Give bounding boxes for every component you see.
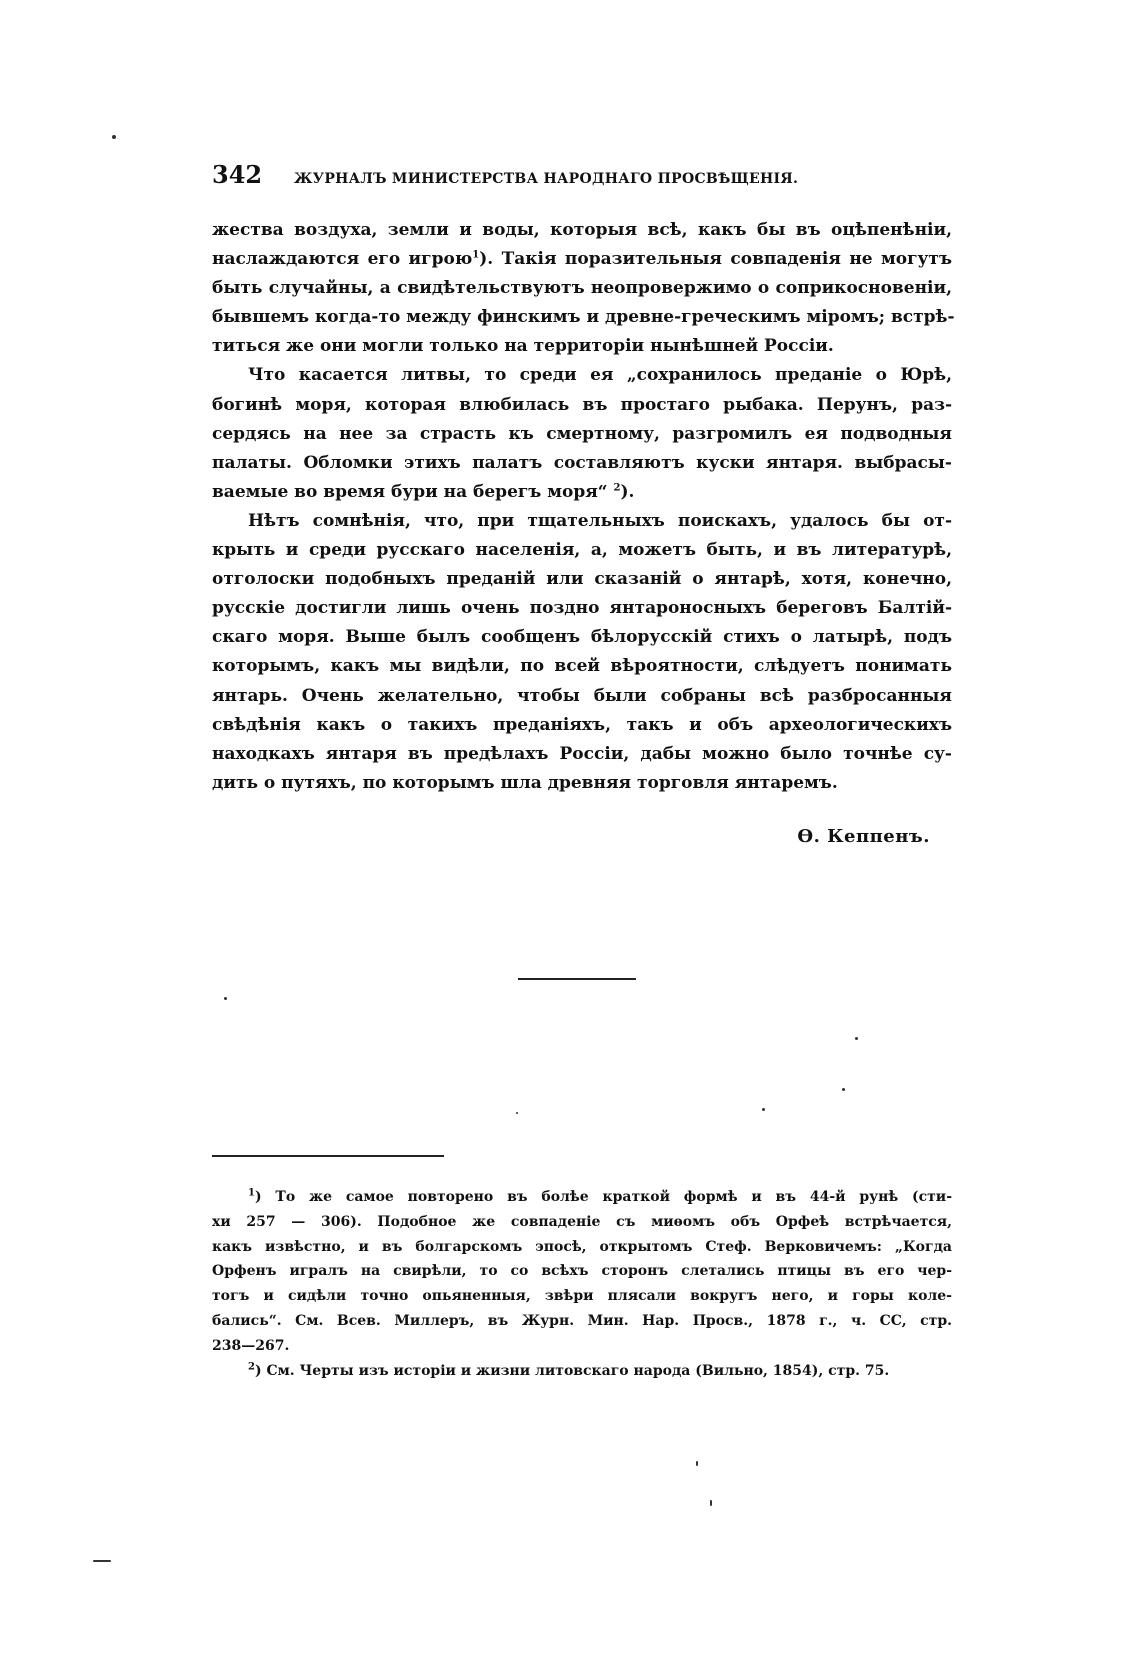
body-line: палаты. Обломки этихъ палатъ составляютъ куски янтаря. выбрасы- [212, 452, 952, 473]
body-line: крыть и среди русскаго населенія, а, можетъ быть, и въ литературѣ, [212, 540, 952, 561]
body-line: Что касается литвы, то среди ея „сохранилось преданіе о Юрѣ, [248, 365, 952, 386]
footnote-line: 238—267. [212, 1337, 290, 1354]
footnote-line: $^1$) То же самое повторено въ болѣе краткой формѣ и въ 44-й рунѣ (сти- [248, 1187, 952, 1205]
body-line: быть случайны, а свидѣтельствуютъ неопровержимо о соприкосновеніи, [212, 278, 952, 299]
scan-speck [710, 1500, 712, 1506]
footnote-line: Орфенъ игралъ на свирѣли, то со всѣхъ сторонъ слетались птицы въ его чер- [212, 1263, 952, 1280]
footnote-ref-2: 2 [613, 482, 621, 494]
footnotes [212, 1185, 952, 1383]
footnote-line: хи 257 — 306). Подобное же совпаденіе съ миѳомъ объ Орфеѣ встрѣчается, [212, 1213, 952, 1230]
scan-speck [93, 1560, 111, 1562]
body-line: отголоски подобныхъ преданій или сказаній о янтарѣ, хотя, конечно, [212, 569, 952, 590]
running-header [212, 160, 952, 200]
page-number: 342 [212, 160, 263, 189]
body-line: находкахъ янтаря въ предѣлахъ Россіи, дабы можно было точнѣе су- [212, 743, 952, 764]
footnote-mark-2: 2 [248, 1360, 255, 1372]
body-line: янтарь. Очень желательно, чтобы были собраны всѣ разбросанныя [212, 685, 952, 706]
footnote-ref-1: 1 [472, 249, 480, 261]
footnote-separator [212, 1155, 444, 1157]
footnote-mark-1: 1 [248, 1187, 255, 1199]
body-line: сердясь на нее за страсть къ смертному, разгромилъ ея подводныя [212, 423, 952, 444]
body-line: свѣдѣнія какъ о такихъ преданіяхъ, такъ и объ археологическихъ [212, 714, 952, 735]
body-line: ваемые во время бури на берегъ моря“ $^2$). [212, 481, 635, 502]
body-text [212, 216, 955, 798]
scan-speck [516, 1112, 518, 1114]
body-line: русскіе достигли лишь очень поздно янтароносныхъ береговъ Балтій- [212, 598, 952, 619]
body-line: бывшемъ когда-то между финскимъ и древне-греческимъ міромъ; встрѣ- [212, 307, 955, 328]
body-line: которымъ, какъ мы видѣли, по всей вѣроятности, слѣдуетъ понимать [212, 656, 952, 677]
scan-speck [112, 135, 116, 139]
body-line: наслаждаются его игрою$^1$). Такія поразительныя совпаденія не могутъ [212, 249, 952, 270]
body-line: богинѣ моря, которая влюбилась въ простаго рыбака. Перунъ, раз- [212, 394, 952, 415]
body-line: титься же они могли только на территоріи нынѣшней Россіи. [212, 336, 834, 357]
footnote-line: $^2$) См. Черты изъ исторіи и жизни литовскаго народа (Вильно, 1854), стр. 75. [248, 1360, 890, 1379]
body-line: жества воздуха, земли и воды, которыя всѣ, какъ бы въ оцѣпенѣніи, [212, 220, 952, 240]
scan-speck [224, 997, 227, 1000]
scan-speck [762, 1108, 765, 1111]
footnote-line: какъ извѣстно, и въ болгарскомъ эпосѣ, открытомъ Стеф. Верковичемъ: „Когда [212, 1238, 952, 1255]
body-line: скаго моря. Выше былъ сообщенъ бѣлорусскій стихъ о латырѣ, подъ [212, 627, 952, 648]
body-line: Нѣтъ сомнѣнія, что, при тщательныхъ поискахъ, удалось бы от- [248, 510, 952, 531]
scan-speck [842, 1088, 845, 1091]
footnote-line: бались“. См. Всев. Миллеръ, въ Журн. Мин. Нар. Просв., 1878 г., ч. CC, стр. [212, 1312, 952, 1329]
scan-speck [696, 1461, 698, 1466]
body-line: дить о путяхъ, по которымъ шла древняя торговля янтаремъ. [212, 772, 838, 793]
footnote-line: тогъ и сидѣли точно опьяненныя, звѣри плясали вокругъ него, и горы коле- [212, 1288, 952, 1305]
section-end-rule [518, 978, 636, 980]
author-signature: Ѳ. Кеппенъ. [797, 826, 930, 847]
scan-speck [855, 1037, 858, 1040]
running-title: ЖУРНАЛЪ МИНИСТЕРСТВА НАРОДНАГО ПРОСВѢЩЕНІЯ. [294, 171, 799, 187]
